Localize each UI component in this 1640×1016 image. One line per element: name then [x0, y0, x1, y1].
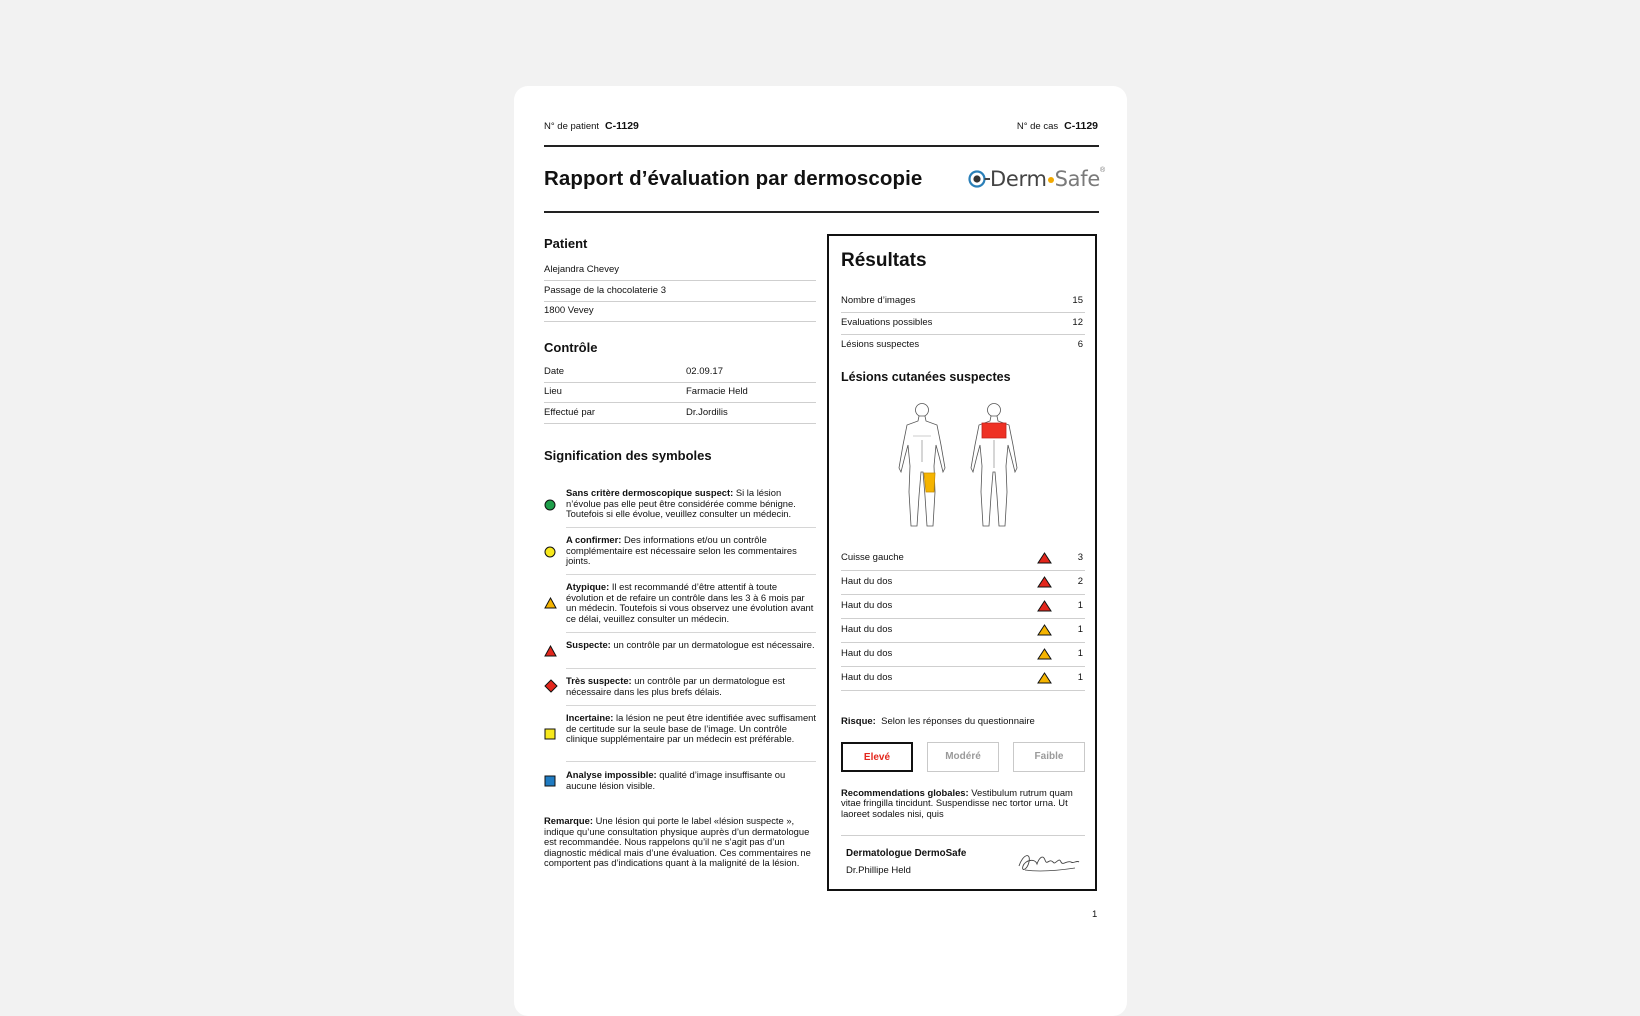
handwritten-signature [1015, 844, 1081, 878]
controle-value: Dr.Jordilis [686, 407, 728, 418]
signature-name: Dr.Phillipe Held [846, 865, 911, 876]
dermosafe-logo [968, 167, 1105, 191]
logo-mark-icon [968, 168, 990, 190]
red-triangle-icon [544, 645, 557, 657]
patient-heading: Patient [544, 236, 588, 251]
lesion-row: Haut du dos 1 [841, 594, 1085, 619]
result-stat: Evaluations possibles 12 [841, 312, 1085, 335]
logo-text: Derm Safe [990, 167, 1100, 191]
red-triangle-icon [1037, 600, 1052, 612]
red-diamond-icon [544, 679, 558, 693]
patient-city: 1800 Vevey [544, 301, 816, 322]
symbol-item: Très suspecte: un contrôle par un dermatologue est nécessaire dans les plus brefs délais. [544, 676, 816, 697]
orange-triangle-icon [1037, 624, 1052, 636]
orange-triangle-icon [1037, 648, 1052, 660]
yellow-square-icon [544, 728, 556, 740]
lesion-row: Haut du dos 1 [841, 642, 1085, 667]
patient-name: Alejandra Chevey [544, 260, 816, 281]
risk-moderate-option[interactable]: Modéré [927, 742, 999, 772]
body-front [899, 404, 945, 527]
symbol-item: Atypique: Il est recommandé d’être attentif à toute évolution et de refaire un contrôle dans les 3 à 6 mois par un médecin. Toutefois si vous observez une évolution avant ce délai, veuillez consulter un médecin. [544, 582, 816, 624]
controle-row [544, 403, 816, 424]
registered-mark: ® [1099, 167, 1106, 174]
symbol-item: Incertaine: la lésion ne peut être identifiée avec suffisament de certitude sur la seule base de l’image. Un contrôle clinique supplémentaire par un médecin est préférable. [544, 713, 816, 745]
orange-triangle-icon [1037, 672, 1052, 684]
body-map [889, 400, 1049, 532]
controle-row [544, 382, 816, 403]
controle-value: Farmacie Held [686, 386, 748, 397]
patient-address: Passage de la chocolaterie 3 [544, 281, 816, 302]
case-number: N° de cas C-1129 [1016, 120, 1098, 132]
divider [544, 145, 1099, 147]
lesion-row: Haut du dos 2 [841, 570, 1085, 595]
lesion-row: Haut du dos 1 [841, 618, 1085, 643]
controle-label: Date [544, 366, 565, 377]
controle-value: 02.09.17 [686, 366, 723, 377]
green-circle-icon [544, 499, 556, 511]
controle-heading: Contrôle [544, 340, 598, 355]
risk-high-option[interactable]: Elevé [841, 742, 913, 772]
lesions-heading: Lésions cutanées suspectes [841, 370, 1011, 384]
divider [544, 211, 1099, 213]
yellow-circle-icon [544, 546, 556, 558]
signature-title: Dermatologue DermoSafe [846, 848, 967, 859]
result-stat: Nombre d’images 15 [841, 290, 1085, 313]
blue-square-icon [544, 775, 556, 787]
red-triangle-icon [1037, 576, 1052, 588]
lesion-row: Haut du dos 1 [841, 666, 1085, 691]
page-number: 1 [1092, 909, 1098, 920]
red-triangle-icon [1037, 552, 1052, 564]
symbols-heading: Signification des symboles [544, 448, 712, 463]
result-stat: Lésions suspectes 6 [841, 339, 1083, 350]
controle-row [544, 362, 816, 383]
symbol-item: Sans critère dermoscopique suspect: Si la lésion n’évolue pas elle peut être considérée comme bénigne. Toutefois si elle évolue, veuillez consulter un médecin. [544, 488, 816, 520]
risk-low-option[interactable]: Faible [1013, 742, 1085, 772]
results-heading: Résultats [841, 250, 927, 271]
symbol-item: Analyse impossible: qualité d’image insuffisante ou aucune lésion visible. [544, 770, 816, 791]
controle-label: Lieu [544, 386, 562, 397]
recommendations: Recommendations globales: Vestibulum rutrum quam vitae fringilla tincidunt. Suspendisse nec tortor urna. Ut laoreet sodales nisi, quis [841, 787, 1073, 819]
report-title: Rapport d’évaluation par dermoscopie [544, 167, 923, 190]
controle-label: Effectué par [544, 407, 596, 418]
lesion-row: Cuisse gauche 3 [841, 546, 1085, 571]
divider [841, 835, 1085, 836]
remark: Remarque: Une lésion qui porte le label «lésion suspecte », indique qu’une consultation physique auprès d’un dermatologue est recommandée. Nous rappelons qu’il ne s’agit pas d’un diagnostic médical mais d’une évaluation. Ces commentaires ne comportent pas d’indications quant à la malignité de la lésion. [544, 815, 811, 868]
symbol-item: Suspecte: un contrôle par un dermatologue est nécessaire. [544, 640, 816, 651]
body-back [971, 404, 1017, 527]
patient-number: N° de patient C-1129 [544, 120, 639, 132]
orange-triangle-icon [544, 597, 557, 609]
results-panel [827, 234, 1097, 891]
symbol-item: A confirmer: Des informations et/ou un contrôle complémentaire est nécessaire selon les commentaires joints. [544, 535, 816, 567]
risk-line: Risque: Selon les réponses du questionnaire [841, 716, 1035, 727]
